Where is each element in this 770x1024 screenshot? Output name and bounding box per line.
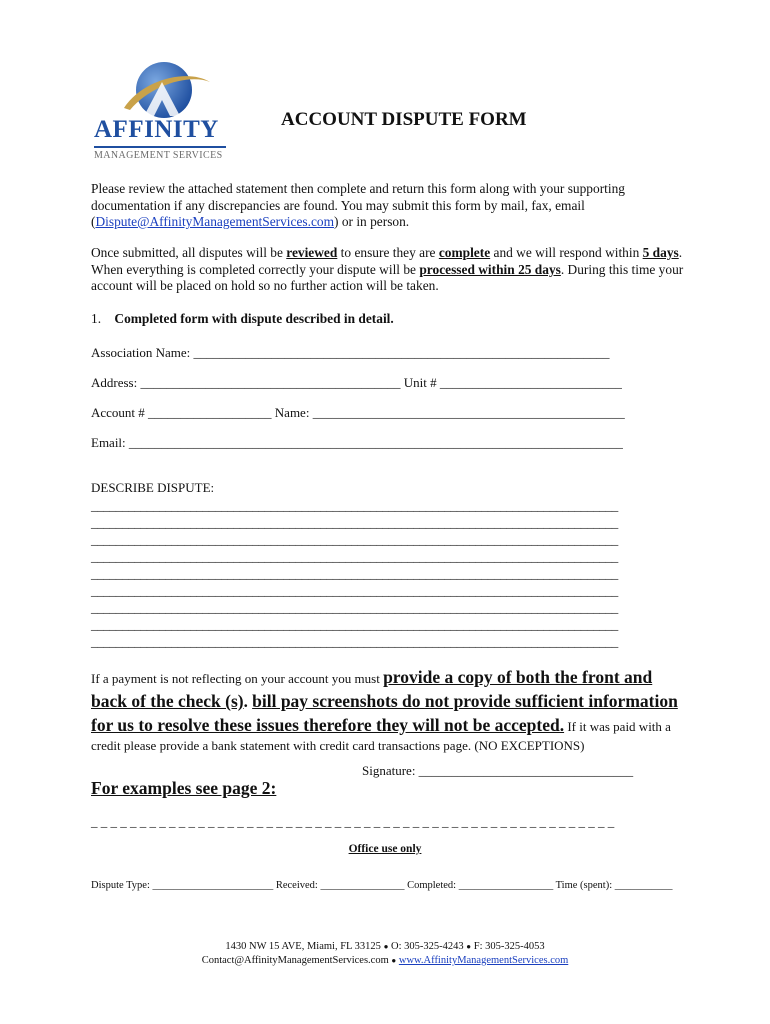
association-name-field[interactable]: Association Name: ________________________________________________________________ <box>91 345 610 360</box>
payment-line-1 <box>91 666 691 690</box>
bullet-icon: ● <box>383 942 389 951</box>
logo-rule <box>94 146 226 148</box>
payment-emphasis-2: back of the check (s) <box>91 691 244 711</box>
payment-line-3 <box>91 714 691 738</box>
item-1 <box>91 311 394 327</box>
describe-line[interactable]: _____________________________________________________________________________________ <box>91 634 619 649</box>
account-name-field[interactable]: Account # ___________________ Name: ________________________________________________ <box>91 405 625 420</box>
processed-emphasis: processed within 25 days <box>419 261 561 277</box>
submit-text-1: Once submitted, all disputes will be <box>91 245 287 260</box>
item-1-number: 1. <box>91 311 102 326</box>
email-field[interactable]: Email: ____________________________________________________________________________ <box>91 435 623 450</box>
footer-website-link[interactable]: www.AffinityManagementServices.com <box>398 955 569 966</box>
footer-email[interactable]: Contact@AffinityManagementServices.com <box>201 955 389 966</box>
footer-phone: O: 305-325-4243 <box>391 941 464 952</box>
dashed-separator: _ _ _ _ _ _ _ _ _ _ _ _ _ _ _ _ _ _ _ _ _ _ _ _ _ _ _ _ _ _ _ _ _ _ _ _ _ _ _ _ _ _ _ _ _ _ _ _ _ _ _ _ _ _ <box>91 814 615 829</box>
footer-links <box>0 955 770 966</box>
intro-paragraph <box>91 181 691 231</box>
logo-subtitle: MANAGEMENT SERVICES <box>94 150 223 161</box>
payment-emphasis-4: for us to resolve these issues therefore they will not be accepted. <box>91 715 565 735</box>
submit-text-4: . When everything is completed correctly your dispute will be <box>91 245 683 277</box>
payment-notice <box>91 666 691 754</box>
days-emphasis: 5 days <box>642 245 679 260</box>
reviewed-emphasis: reviewed <box>286 245 338 260</box>
office-use-label: Office use only <box>348 843 422 855</box>
signature-field[interactable]: Signature: _________________________________ <box>362 763 634 778</box>
payment-line-4: credit please provide a bank statement with credit card transactions page. (NO EXCEPTIONS) <box>91 738 585 753</box>
submit-text-5: . During this time your account will be placed on hold so no further action will be taken. <box>91 261 684 293</box>
item-1-text: Completed form with dispute described in detail. <box>114 311 394 326</box>
intro-text-1: Please review the attached statement then complete and return this form along with your supporting documentation if any discrepancies are found. You may submit this form by mail, fax, email ( <box>91 181 625 229</box>
describe-line[interactable]: _____________________________________________________________________________________ <box>91 532 619 547</box>
page-title: ACCOUNT DISPUTE FORM <box>281 109 527 130</box>
describe-line[interactable]: _____________________________________________________________________________________ <box>91 549 619 564</box>
office-use-fields[interactable]: Dispute Type: _______________________ Received: ________________ Completed: __________________ Time (spent): ___________ <box>91 880 673 891</box>
address-unit-field[interactable]: Address: ________________________________________ Unit # ____________________________ <box>91 375 622 390</box>
payment-emphasis-3: bill pay screenshots do not provide sufficient information <box>252 691 678 711</box>
describe-line[interactable]: _____________________________________________________________________________________ <box>91 617 619 632</box>
describe-line[interactable]: _____________________________________________________________________________________ <box>91 498 619 513</box>
company-logo <box>92 60 232 160</box>
submit-text-3: and we will respond within <box>490 245 643 260</box>
bullet-icon: ● <box>466 942 472 951</box>
describe-line[interactable]: _____________________________________________________________________________________ <box>91 515 619 530</box>
footer-fax: F: 305-325-4053 <box>473 941 545 952</box>
payment-intro: If a payment is not reflecting on your account you must <box>91 671 384 686</box>
footer-address: 1430 NW 15 AVE, Miami, FL 33125 <box>225 941 381 952</box>
intro-text-2: ) or in person. <box>334 214 410 229</box>
dispute-email-link[interactable]: Dispute@AffinityManagementServices.com <box>95 214 335 229</box>
payment-emphasis-1: provide a copy of both the front and <box>383 667 653 687</box>
bullet-icon: ● <box>391 956 397 965</box>
footer-contact <box>0 941 770 952</box>
describe-line[interactable]: _____________________________________________________________________________________ <box>91 600 619 615</box>
submission-paragraph <box>91 245 691 295</box>
describe-line[interactable]: _____________________________________________________________________________________ <box>91 583 619 598</box>
describe-line[interactable]: _____________________________________________________________________________________ <box>91 566 619 581</box>
logo-wordmark: AFFINITY <box>94 116 219 143</box>
submit-text-2: to ensure they are <box>337 245 439 260</box>
examples-heading: For examples see page 2: <box>91 778 277 798</box>
payment-tail: If it was paid with a <box>564 719 671 734</box>
payment-line-2: back of the check (s). bill pay screenshots do not provide sufficient information <box>91 691 678 711</box>
describe-dispute-label: DESCRIBE DISPUTE: <box>91 480 215 495</box>
complete-emphasis: complete <box>438 245 491 260</box>
